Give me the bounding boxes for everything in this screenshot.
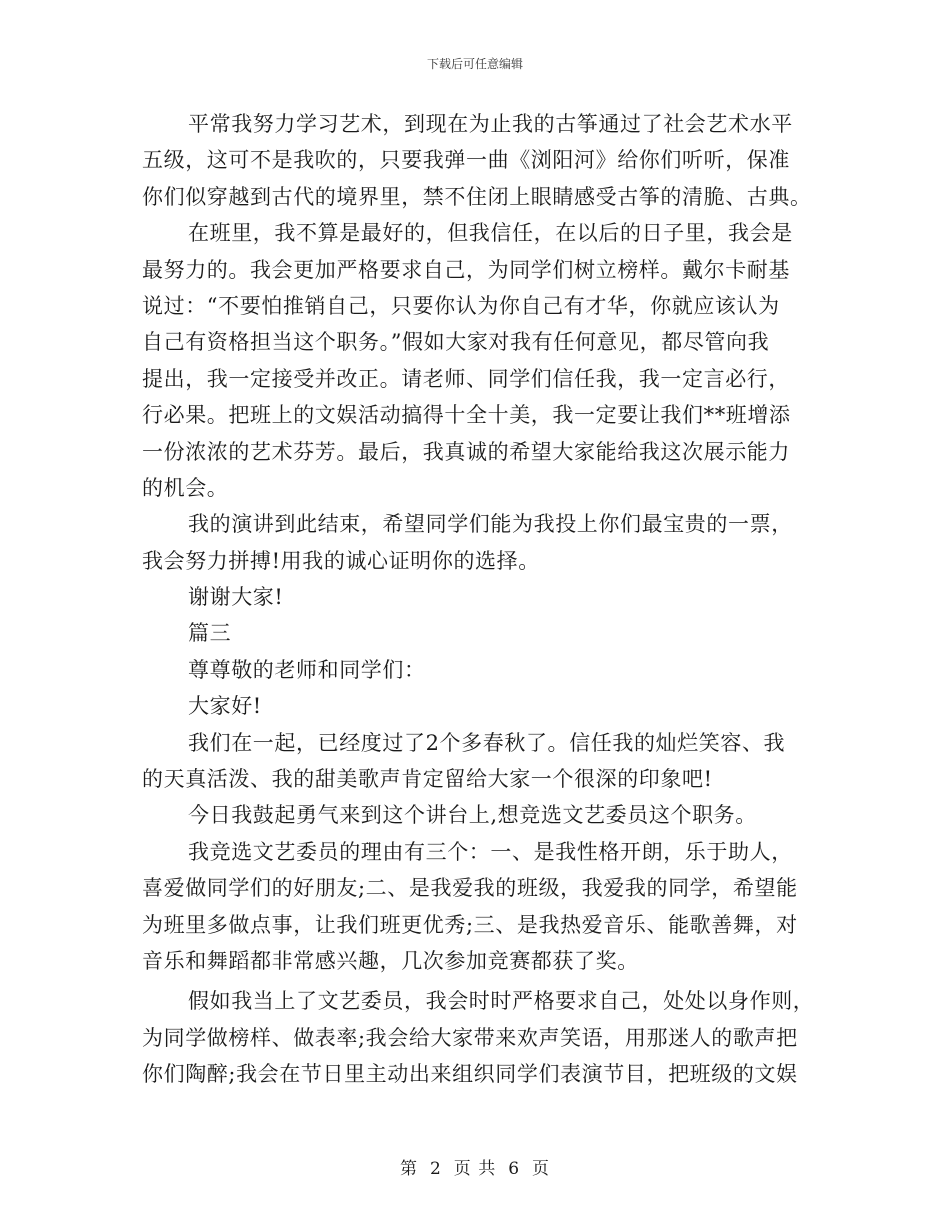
text-line: 一份浓浓的艺术芬芳。最后，我真诚的希望大家能给我这次展示能力	[142, 439, 790, 464]
text-line: 自己有资格担当这个职务。”假如大家对我有任何意见，都尽管向我	[142, 330, 770, 355]
text-line: 的机会。	[142, 475, 229, 500]
text-line: 今日我鼓起勇气来到这个讲台上,想竞选文艺委员这个职务。	[188, 803, 757, 828]
text-line: 音乐和舞蹈都非常感兴趣，几次参加竞赛都获了奖。	[142, 948, 639, 973]
current-page-number: 2	[429, 1159, 442, 1179]
text-line: 为同学做榜样、做表率;我会给大家带来欢声笑语，用那迷人的歌声把	[142, 1025, 798, 1050]
text-line: 我竞选文艺委员的理由有三个：一、是我性格开朗，乐于助人，	[188, 839, 793, 864]
greeting: 大家好!	[188, 694, 262, 719]
text-line: 我会努力拼搏!用我的诚心证明你的选择。	[142, 548, 540, 573]
salutation: 尊尊敬的老师和同学们：	[188, 657, 426, 682]
text-line: 喜爱做同学们的好朋友;二、是我爱我的班级，我爱我的同学，希望能	[142, 876, 798, 901]
text-line: 行必果。把班上的文娱活动搞得十全十美，我一定要让我们**班增添	[142, 403, 791, 428]
footer-mid: 页 共	[453, 1159, 497, 1179]
document-body	[142, 106, 815, 1093]
text-line: 我们在一起，已经度过了2个多春秋了。信任我的灿烂笑容、我	[188, 730, 786, 755]
text-line: 假如我当上了文艺委员，我会时时严格要求自己，处处以身作则，	[188, 989, 815, 1014]
text-line: 最努力的。我会更加严格要求自己，为同学们树立榜样。戴尔卡耐基	[142, 257, 790, 282]
text-line: 为班里多做点事，让我们班更优秀;三、是我热爱音乐、能歌善舞，对	[142, 912, 798, 937]
page-header: 下载后可任意编辑	[426, 57, 523, 71]
text-line: 你们陶醉;我会在节日里主动出来组织同学们表演节目，把班级的文娱	[142, 1062, 798, 1087]
text-line: 说过：“不要怕推销自己，只要你认为你自己有才华，你就应该认为	[142, 293, 780, 318]
text-line: 在班里，我不算是最好的，但我信任，在以后的日子里，我会是	[188, 221, 793, 246]
text-line: 你们似穿越到古代的境界里，禁不住闭上眼睛感受古筝的清脆、古典。	[142, 184, 812, 209]
text-line: 平常我努力学习艺术，到现在为止我的古筝通过了社会艺术水平	[188, 112, 793, 136]
text-line: 五级，这可不是我吹的，只要我弹一曲《浏阳河》给你们听听，保准	[142, 148, 790, 173]
section-heading: 篇三	[188, 621, 232, 646]
text-line: 提出，我一定接受并改正。请老师、同学们信任我，我一定言必行，	[142, 366, 790, 391]
page-footer	[0, 1154, 950, 1179]
text-line: 的天真活泼、我的甜美歌声肯定留给大家一个很深的印象吧!	[142, 767, 713, 792]
text-line: 谢谢大家!	[188, 585, 284, 610]
total-page-count: 6	[508, 1159, 521, 1179]
footer-prefix: 第	[399, 1159, 418, 1179]
text-line: 我的演讲到此结束，希望同学们能为我投上你们最宝贵的一票，	[188, 512, 793, 537]
footer-suffix: 页	[532, 1159, 551, 1179]
